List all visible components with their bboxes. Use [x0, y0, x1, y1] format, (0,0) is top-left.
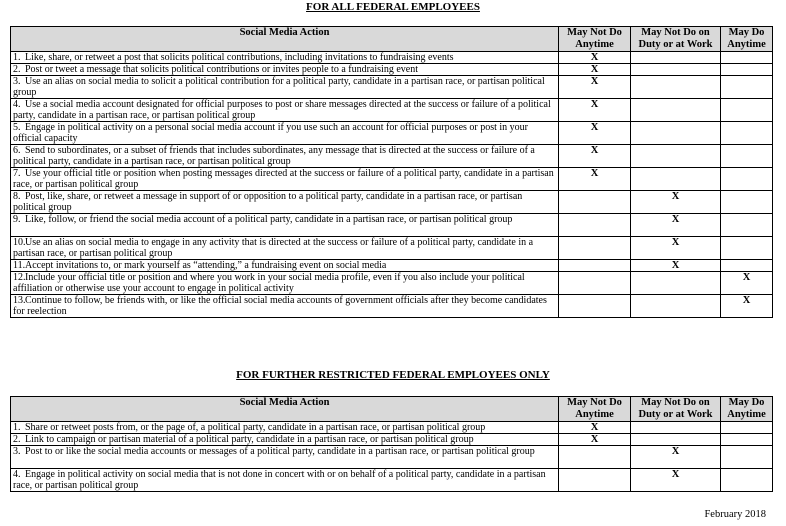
- action-cell: [11, 422, 559, 434]
- row-number: 9.: [13, 214, 21, 225]
- header-may-do-anytime: May Do Anytime: [721, 27, 773, 52]
- row-number: 8.: [13, 191, 21, 202]
- mark-may-not-do-on-duty: [631, 145, 721, 168]
- row-number: 1.: [13, 52, 21, 63]
- action-text: Post or tweet a message that solicits political contributions or invites people to a fundraising event: [25, 64, 418, 75]
- table-row: [11, 145, 773, 168]
- action-cell: [11, 122, 559, 145]
- action-cell: [11, 434, 559, 446]
- action-cell: [11, 76, 559, 99]
- mark-may-not-do-on-duty: X: [631, 237, 721, 260]
- row-number: 2.: [13, 64, 21, 75]
- header-may-not-do-anytime: May Not Do Anytime: [559, 27, 631, 52]
- action-text: Engage in political activity on a personal social media account if you use such an account for official purposes or post in your official capacity: [13, 122, 529, 144]
- table-row: [11, 122, 773, 145]
- action-text: Use a social media account designated for official purposes to post or share messages directed at the success or failure of a political party, candidate in a partisan race, or partisan political group: [13, 99, 551, 121]
- action-text: Like, share, or retweet a post that solicits political contributions, including invitations to fundraising events: [25, 52, 454, 63]
- mark-may-not-do-on-duty: X: [631, 191, 721, 214]
- mark-may-do-anytime: [721, 237, 773, 260]
- row-number: 13.: [13, 295, 26, 306]
- action-cell: [11, 168, 559, 191]
- mark-may-do-anytime: [721, 434, 773, 446]
- mark-may-do-anytime: [721, 422, 773, 434]
- mark-may-not-do-on-duty: X: [631, 446, 721, 469]
- table-header-row: [11, 27, 773, 52]
- table-row: [11, 260, 773, 272]
- mark-may-do-anytime: [721, 260, 773, 272]
- mark-may-not-do-on-duty: X: [631, 260, 721, 272]
- action-cell: [11, 99, 559, 122]
- action-text: Like, follow, or friend the social media account of a political party, candidate in a partisan race, or partisan political group: [25, 214, 513, 225]
- action-text: Include your official title or position and where you work in your social media profile, even if you also include your political affiliation or otherwise use your account to engage in political activity: [13, 272, 525, 294]
- mark-may-do-anytime: [721, 64, 773, 76]
- row-number: 5.: [13, 122, 21, 133]
- action-text: Use an alias on social media to engage in any activity that is directed at the success or failure of a political party, candidate in a partisan race, or partisan political group: [13, 237, 534, 259]
- header-may-do-anytime: May Do Anytime: [721, 397, 773, 422]
- mark-may-not-do-on-duty: X: [631, 214, 721, 237]
- action-cell: [11, 446, 559, 469]
- table-row: [11, 295, 773, 318]
- action-cell: [11, 145, 559, 168]
- mark-may-not-do-on-duty: [631, 76, 721, 99]
- action-cell: [11, 64, 559, 76]
- header-social-media-action: Social Media Action: [11, 27, 559, 52]
- action-cell: [11, 52, 559, 64]
- table-row: [11, 422, 773, 434]
- mark-may-not-do-on-duty: [631, 272, 721, 295]
- row-number: 10.: [13, 237, 26, 248]
- mark-may-not-do-anytime: [559, 272, 631, 295]
- mark-may-do-anytime: [721, 469, 773, 492]
- table-row: [11, 434, 773, 446]
- table-row: [11, 99, 773, 122]
- mark-may-not-do-anytime: X: [559, 434, 631, 446]
- mark-may-not-do-on-duty: [631, 168, 721, 191]
- mark-may-do-anytime: [721, 52, 773, 64]
- mark-may-do-anytime: [721, 76, 773, 99]
- action-cell: [11, 191, 559, 214]
- row-number: 3.: [13, 76, 21, 87]
- action-cell: [11, 295, 559, 318]
- table-row: [11, 237, 773, 260]
- table-row: [11, 191, 773, 214]
- mark-may-not-do-anytime: X: [559, 122, 631, 145]
- mark-may-not-do-anytime: [559, 295, 631, 318]
- action-text: Post, like, share, or retweet a message in support of or opposition to a political party, candidate in a partisan race, or partisan political group: [13, 191, 523, 213]
- header-may-not-do-on-duty: May Not Do on Duty or at Work: [631, 397, 721, 422]
- row-number: 3.: [13, 446, 21, 457]
- mark-may-not-do-anytime: X: [559, 64, 631, 76]
- mark-may-not-do-on-duty: [631, 99, 721, 122]
- row-number: 12.: [13, 272, 26, 283]
- mark-may-not-do-anytime: X: [559, 52, 631, 64]
- row-number: 11.: [13, 260, 26, 271]
- table-row: [11, 52, 773, 64]
- table-row: [11, 64, 773, 76]
- header-may-not-do-anytime: May Not Do Anytime: [559, 397, 631, 422]
- mark-may-not-do-anytime: [559, 191, 631, 214]
- mark-may-not-do-anytime: X: [559, 99, 631, 122]
- mark-may-not-do-on-duty: [631, 64, 721, 76]
- mark-may-not-do-on-duty: [631, 295, 721, 318]
- mark-may-not-do-anytime: X: [559, 76, 631, 99]
- header-may-not-do-on-duty: May Not Do on Duty or at Work: [631, 27, 721, 52]
- table-row: [11, 214, 773, 237]
- mark-may-do-anytime: [721, 214, 773, 237]
- footer-date: February 2018: [704, 509, 766, 520]
- mark-may-do-anytime: X: [721, 295, 773, 318]
- action-text: Link to campaign or partisan material of a political party, candidate in a partisan race, or partisan political group: [25, 434, 474, 445]
- mark-may-not-do-on-duty: X: [631, 469, 721, 492]
- table-row: [11, 76, 773, 99]
- mark-may-not-do-anytime: X: [559, 422, 631, 434]
- header-social-media-action: Social Media Action: [11, 397, 559, 422]
- mark-may-not-do-anytime: X: [559, 145, 631, 168]
- mark-may-not-do-anytime: [559, 469, 631, 492]
- mark-may-not-do-anytime: [559, 237, 631, 260]
- action-text: Send to subordinates, or a subset of friends that includes subordinates, any message that is directed at the success or failure of a political party, candidate in a partisan race, or partisan political group: [13, 145, 535, 167]
- section1-title: FOR ALL FEDERAL EMPLOYEES: [306, 1, 480, 13]
- mark-may-not-do-anytime: [559, 214, 631, 237]
- action-cell: [11, 214, 559, 237]
- row-number: 4.: [13, 99, 21, 110]
- action-text: Share or retweet posts from, or the page of, a political party, candidate in a partisan race, or partisan political group: [25, 422, 486, 433]
- mark-may-do-anytime: X: [721, 272, 773, 295]
- action-text: Use an alias on social media to solicit a political contribution for a political party, candidate in a partisan race, or partisan political group: [13, 76, 545, 98]
- row-number: 4.: [13, 469, 21, 480]
- mark-may-not-do-on-duty: [631, 122, 721, 145]
- action-cell: [11, 469, 559, 492]
- action-text: Use your official title or position when posting messages directed at the success or failure of a political party, candidate in a partisan race, or partisan political group: [13, 168, 554, 190]
- action-text: Continue to follow, be friends with, or like the official social media accounts of government officials after they become candidates for reelection: [13, 295, 547, 317]
- row-number: 6.: [13, 145, 21, 156]
- table-row: [11, 272, 773, 295]
- table-row: [11, 469, 773, 492]
- action-text: Engage in political activity on social media that is not done in concert with or on behalf of a political party, candidate in a partisan race, or partisan political group: [13, 469, 546, 491]
- action-cell: [11, 260, 559, 272]
- mark-may-not-do-on-duty: [631, 52, 721, 64]
- restricted-employees-table: [10, 396, 773, 492]
- table-row: [11, 446, 773, 469]
- section2-title: FOR FURTHER RESTRICTED FEDERAL EMPLOYEES ONLY: [236, 369, 550, 381]
- all-employees-table: [10, 26, 773, 318]
- mark-may-not-do-on-duty: [631, 422, 721, 434]
- row-number: 7.: [13, 168, 21, 179]
- action-cell: [11, 272, 559, 295]
- mark-may-do-anytime: [721, 145, 773, 168]
- mark-may-do-anytime: [721, 168, 773, 191]
- row-number: 2.: [13, 434, 21, 445]
- mark-may-do-anytime: [721, 191, 773, 214]
- mark-may-do-anytime: [721, 122, 773, 145]
- mark-may-do-anytime: [721, 99, 773, 122]
- action-cell: [11, 237, 559, 260]
- action-text: Accept invitations to, or mark yourself as “attending,” a fundraising event on social media: [25, 260, 387, 271]
- row-number: 1.: [13, 422, 21, 433]
- table-header-row: [11, 397, 773, 422]
- mark-may-do-anytime: [721, 446, 773, 469]
- mark-may-not-do-anytime: [559, 260, 631, 272]
- table-row: [11, 168, 773, 191]
- action-text: Post to or like the social media accounts or messages of a political party, candidate in a partisan race, or partisan political group: [25, 446, 535, 457]
- mark-may-not-do-anytime: X: [559, 168, 631, 191]
- mark-may-not-do-on-duty: [631, 434, 721, 446]
- mark-may-not-do-anytime: [559, 446, 631, 469]
